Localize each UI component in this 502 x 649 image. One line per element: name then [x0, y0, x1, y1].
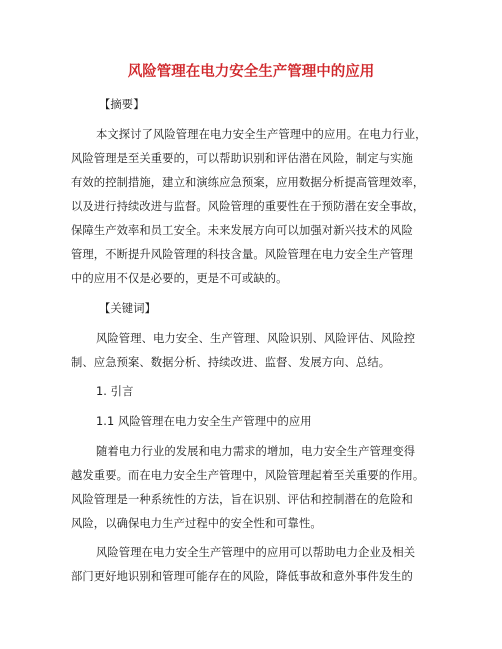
body-line: 风险管理是一种系统性的方法，旨在识别、评估和控制潜在的危险和: [71, 493, 413, 506]
document-title: 风险管理在电力安全生产管理中的应用: [127, 64, 375, 80]
keywords-line: 风险管理、电力安全、生产管理、风险识别、风险评估、风险控: [96, 332, 416, 345]
body-line: 部门更好地识别和管理可能存在的风险，降低事故和意外事件发生的: [71, 570, 413, 583]
abstract-heading: 【摘要】: [99, 98, 145, 111]
abstract-line: 中的应用不仅是必要的，更是不可或缺的。: [71, 272, 288, 285]
abstract-line: 风险管理是至关重要的，可以帮助识别和评估潜在风险，制定与实施: [71, 152, 413, 165]
subsection-heading: 1.1 风险管理在电力安全生产管理中的应用: [96, 415, 312, 428]
body-line: 越发重要。而在电力安全生产管理中，风险管理起着至关重要的作用。: [71, 469, 425, 482]
abstract-line: 保障生产效率和员工安全。未来发展方向可以加强对新兴技术的风险: [71, 224, 413, 237]
keywords-line: 制、应急预案、数据分析、持续改进、监督、发展方向、总结。: [71, 356, 391, 369]
body-line: 随着电力行业的发展和电力需求的增加，电力安全生产管理变得: [96, 445, 416, 458]
body-line: 风险，以确保电力生产过程中的安全性和可靠性。: [71, 517, 322, 530]
keywords-heading: 【关键词】: [99, 302, 156, 315]
section-heading: 1. 引言: [96, 385, 134, 398]
abstract-line: 以及进行持续改进与监督。风险管理的重要性在于预防潜在安全事故，: [71, 200, 425, 213]
abstract-line: 管理，不断提升风险管理的科技含量。风险管理在电力安全生产管理: [71, 248, 413, 261]
abstract-line: 有效的控制措施，建立和演练应急预案，应用数据分析提高管理效率，: [71, 176, 425, 189]
body-line: 风险管理在电力安全生产管理中的应用可以帮助电力企业及相关: [96, 546, 416, 559]
abstract-line: 本文探讨了风险管理在电力安全生产管理中的应用。在电力行业，: [96, 128, 427, 141]
